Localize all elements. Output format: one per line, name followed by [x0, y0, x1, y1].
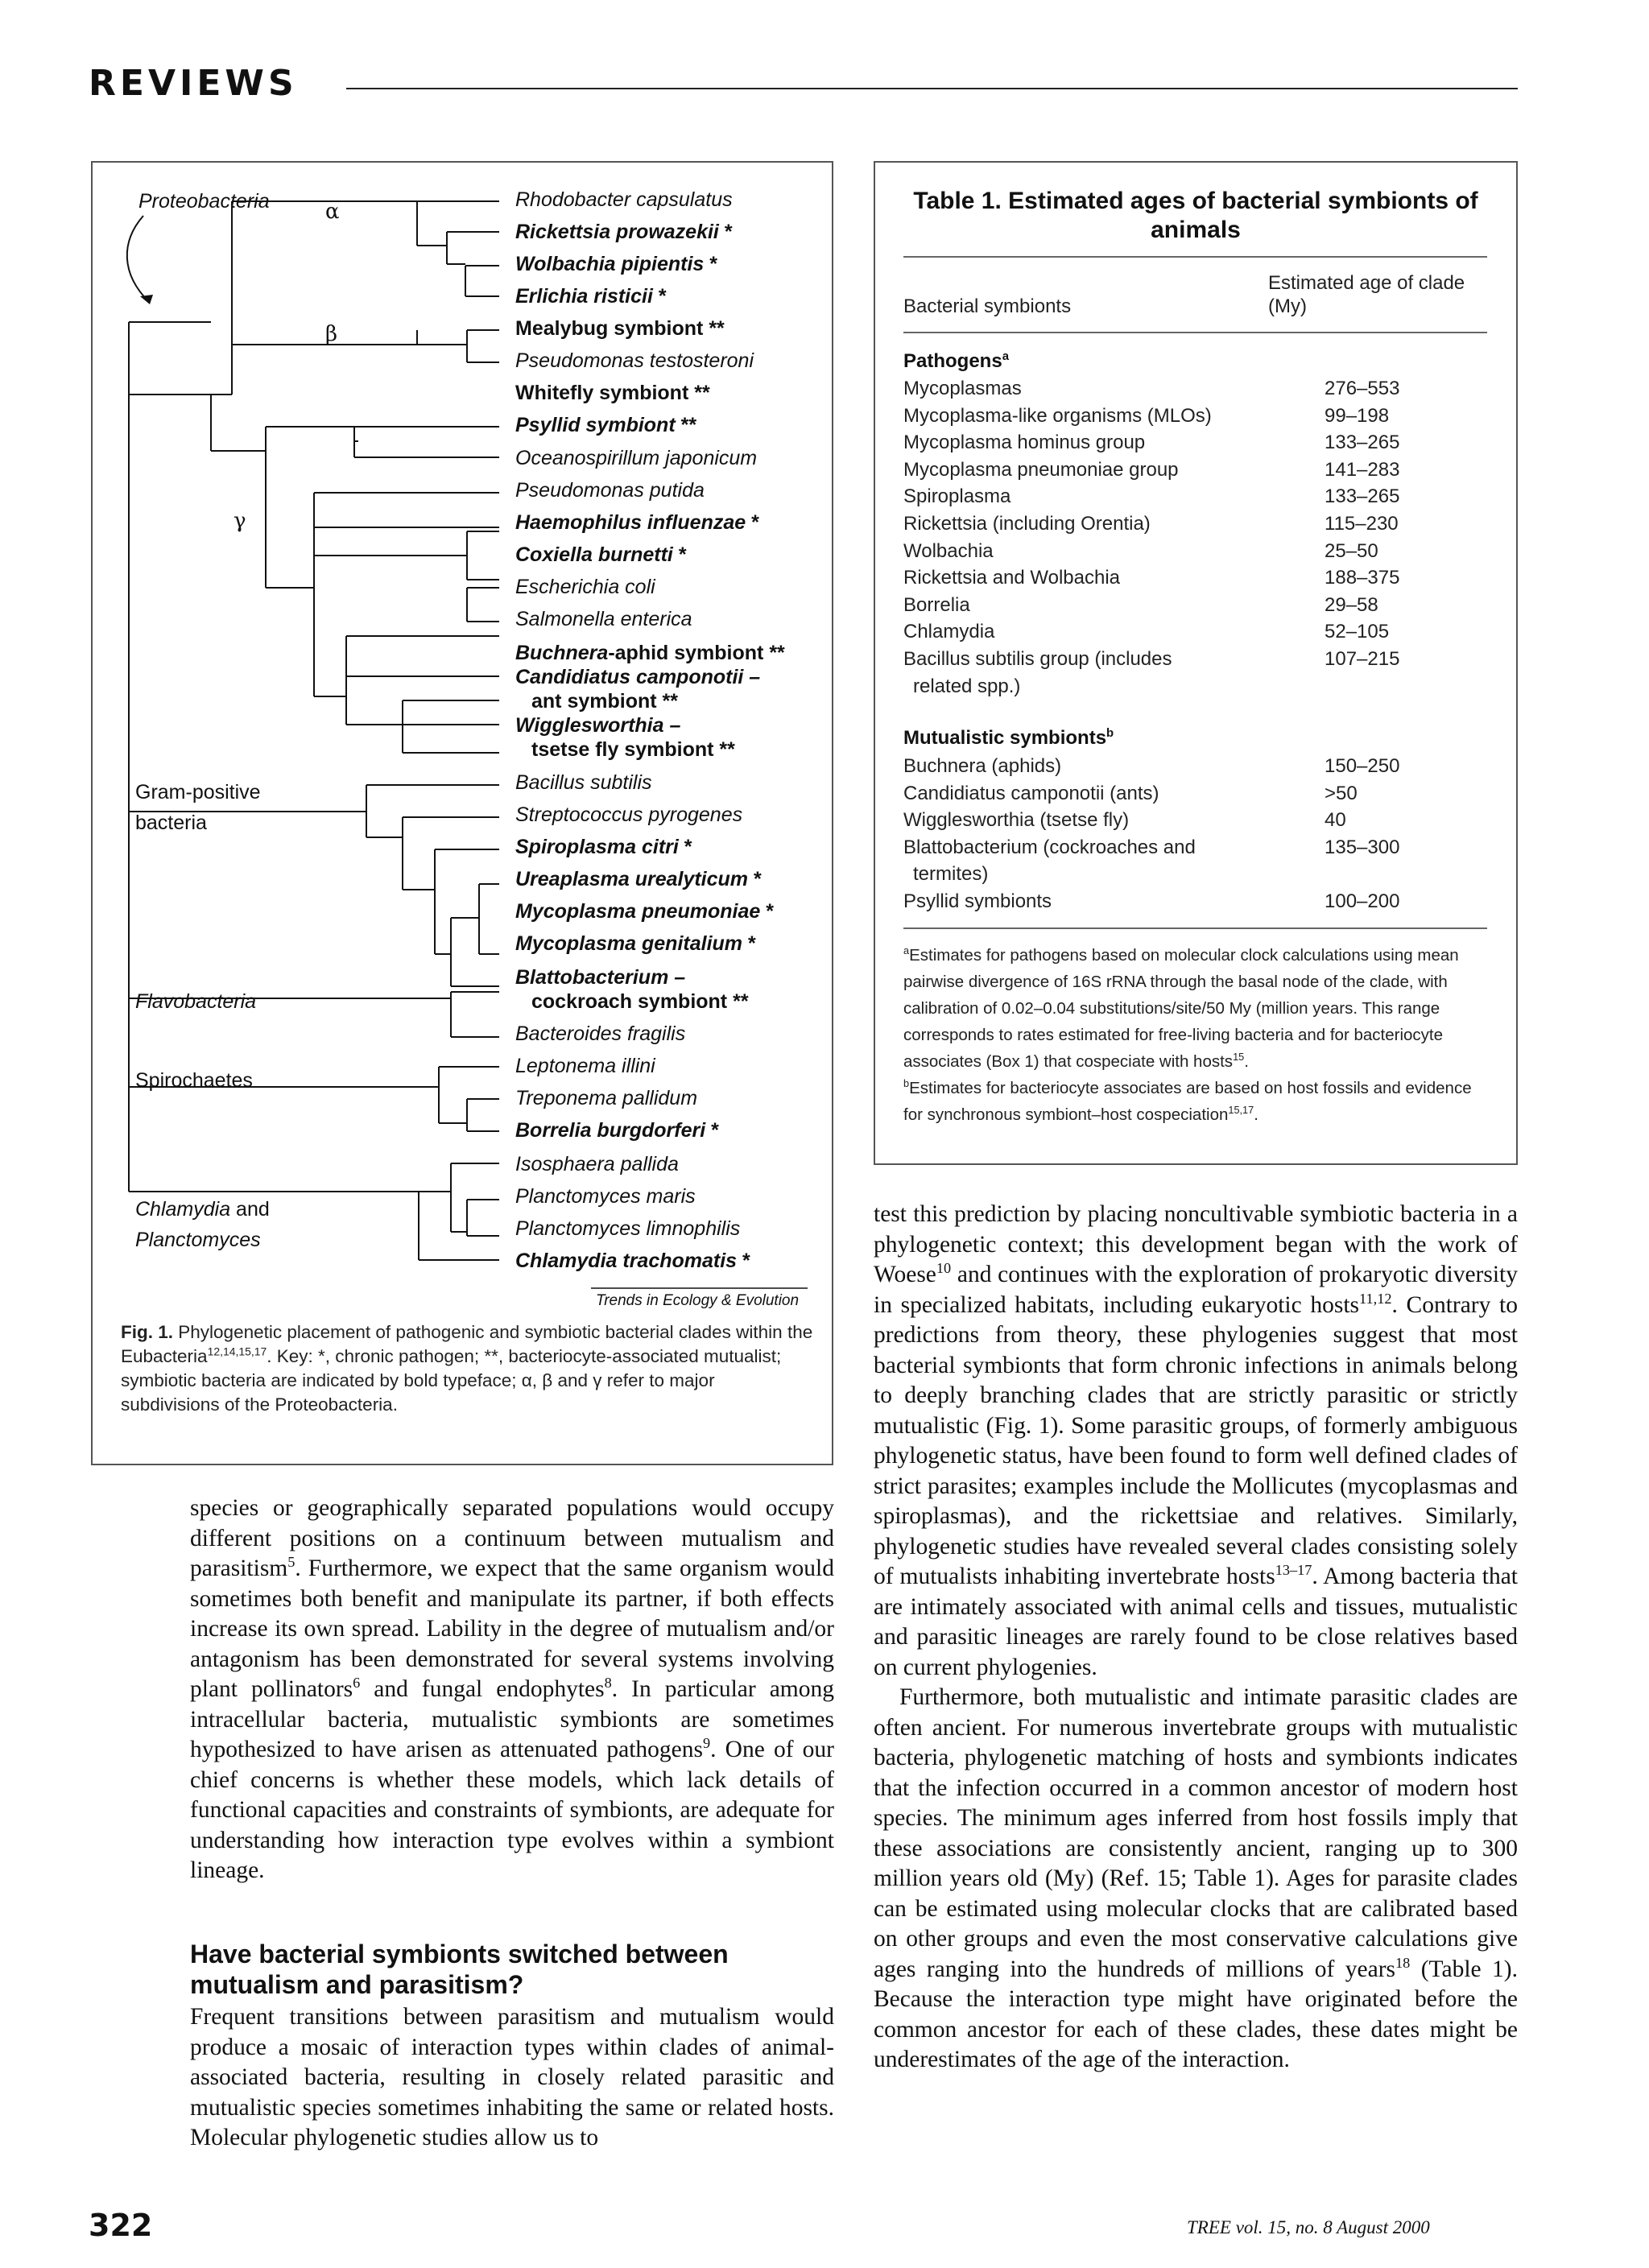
taxon-key: ** — [688, 382, 710, 404]
group-gram-positive-1: Gram-positive — [135, 781, 261, 804]
table-row-name: related spp.) — [913, 675, 1021, 697]
table-row-age: 100–200 — [1325, 890, 1400, 912]
taxon-key: * — [705, 1119, 719, 1142]
table-col1-header: Bacterial symbionts — [903, 295, 1072, 317]
taxon-name: Rhodobacter capsulatus — [515, 188, 733, 211]
note-b-text: Estimates for bacteriocyte associates are based on host fossils and evidence for synchronous symbiont–host cospeciation — [903, 1079, 1472, 1124]
pathogens-note-mark: a — [1002, 350, 1009, 363]
taxon-name: Mealybug symbiont — [515, 317, 704, 340]
taxon-name: cockroach symbiont — [531, 990, 728, 1013]
taxon-label — [515, 804, 742, 827]
group-chlamydia — [135, 1198, 270, 1221]
lc-p1c: and fungal endophytes — [360, 1676, 605, 1702]
taxon-label — [515, 1185, 696, 1208]
table-note-b: $^b$Estimates for bacteriocyte associates are based on host fossils and evidence for synchronous symbiont–host cospeciation$^{15,17}$. — [903, 1077, 1472, 1124]
taxon-label — [515, 836, 692, 859]
rc-p1b: and continues with the exploration of prokaryotic diversity in specialized habitats, including eukaryotic hosts — [874, 1262, 1518, 1318]
table-row-age: 25–50 — [1325, 539, 1378, 562]
taxon-name: Treponema pallidum — [515, 1087, 698, 1109]
gamma-label: γ — [234, 509, 246, 533]
taxon-name: ant symbiont — [531, 690, 657, 713]
taxon-label — [531, 690, 678, 713]
taxon-name: Ureaplasma urealyticum — [515, 868, 749, 890]
table-section-mutualists — [903, 727, 1114, 750]
table-col2-header-2: (My) — [1268, 295, 1307, 317]
group-proteobacteria: Proteobacteria — [138, 190, 270, 213]
table-row-name: Chlamydia — [903, 621, 995, 643]
note-b-mark: b — [903, 1077, 910, 1090]
table-row-age: 40 — [1325, 809, 1346, 832]
taxon-name: Candidiatus camponotii – — [515, 666, 761, 688]
taxon-name: Mycoplasma genitalium — [515, 932, 743, 955]
taxon-label — [515, 1217, 740, 1241]
ref-6: 6 — [353, 1675, 361, 1692]
group-gram-positive-2: bacteria — [135, 812, 207, 834]
taxon-name: Erlichia risticii — [515, 285, 653, 308]
taxon-key: ** — [675, 414, 697, 436]
taxon-label — [515, 511, 759, 535]
rc-p2b: (Table 1). Because the interaction type might have originated before the common ancestor for each of these clades, these dates might be underestimates of the age of the interaction. — [874, 1956, 1518, 2072]
table-row-name: Buchnera (aphids) — [903, 755, 1062, 777]
taxon-name: Streptococcus pyrogenes — [515, 804, 743, 826]
left-column-text-2 — [190, 2002, 834, 2154]
table-row-name: Borrelia — [903, 593, 970, 616]
taxon-name: Coxiella burnetti — [515, 543, 673, 566]
taxon-label — [515, 253, 717, 276]
caption-text-1: Phylogenetic placement of pathogenic and symbiotic bacterial clades within the Eubacteria — [121, 1322, 813, 1366]
table-row-age: 188–375 — [1325, 567, 1400, 589]
taxon-name: Planctomyces limnophilis — [515, 1217, 741, 1240]
ref-18: 18 — [1395, 1954, 1411, 1971]
taxon-name: Mycoplasma pneumoniae — [515, 900, 761, 923]
taxon-name: Blattobacterium – — [515, 966, 686, 989]
figure-caption — [121, 1320, 813, 1417]
taxon-label — [515, 1250, 750, 1273]
taxon-key: * — [742, 932, 756, 955]
taxon-key: ** — [713, 738, 735, 761]
table-rule-bottom — [903, 927, 1487, 929]
taxon-label — [531, 738, 735, 762]
table-row-age: 150–250 — [1325, 755, 1400, 777]
table-row-age: 99–198 — [1325, 404, 1390, 427]
taxon-label — [515, 771, 652, 795]
group-chlamydia-name: Chlamydia — [135, 1198, 231, 1221]
group-chlamydia-and: and — [230, 1198, 270, 1221]
table-row-age: 52–105 — [1325, 621, 1390, 643]
taxon-name: Wolbachia pipientis — [515, 253, 705, 275]
taxon-label — [515, 714, 680, 737]
lc-p1d: . In particular among intracellular bacteria, mutualistic symbionts are sometimes hypothesized to have arisen as attenuated pathogens — [190, 1676, 834, 1762]
table-row-age: 135–300 — [1325, 836, 1400, 858]
table-notes — [903, 942, 1491, 1128]
taxon-label — [515, 414, 696, 437]
taxon-label — [515, 1022, 685, 1046]
ref-10: 10 — [936, 1260, 952, 1277]
taxon-label — [515, 447, 757, 470]
page-number: 322 — [89, 2208, 153, 2243]
left-paragraph-2: Frequent transitions between parasitism and mutualism would produce a mosaic of interaction types within clades of animal-associated bacteria, resulting in closely related parasitic and mutualistic species sometimes inhabiting the same or related hosts. Molecular phylogenetic studies allow us to — [190, 2004, 834, 2150]
table-row-age: 133–265 — [1325, 432, 1400, 454]
beta-label: β — [325, 322, 338, 346]
taxon-key: * — [748, 868, 762, 890]
lc-p1b: . Furthermore, we expect that the same organism would sometimes both benefit and manipulate its partner, if both effects increase its own spread. Lability in the degree of mutualism and/or antagonism has been demonstrated for several systems involving plant pollinators — [190, 1555, 834, 1702]
note-b-ref: 15,17 — [1228, 1104, 1254, 1117]
taxon-name: Isosphaera pallida — [515, 1153, 679, 1175]
table-row-age: >50 — [1325, 782, 1358, 804]
note-a-text: Estimates for pathogens based on molecular clock calculations using mean pairwise divergence of 16S rRNA through the basal node of the clade, with calibration of 0.02–0.04 substitutions/site/50 My (million years. This range corresponds to rates estimated for free-living bacteria and for bacteriocyte associates (Box 1) that cospeciate with hosts — [903, 946, 1459, 1071]
table-section-pathogens — [903, 350, 1009, 373]
taxon-label — [515, 1055, 655, 1078]
taxon-label — [515, 285, 667, 308]
right-column-text — [874, 1200, 1518, 2076]
taxon-label — [515, 349, 754, 373]
table-row-name: Mycoplasma-like organisms (MLOs) — [903, 404, 1212, 427]
table-row-name: Candidiatus camponotii (ants) — [903, 782, 1159, 804]
taxon-label — [515, 1119, 719, 1142]
table-row-name: Mycoplasma hominus group — [903, 432, 1146, 454]
pathogens-label: Pathogens — [903, 350, 1002, 372]
table-row-name: Rickettsia (including Orentia) — [903, 513, 1151, 535]
caption-refs: 12,14,15,17 — [207, 1345, 267, 1358]
table-row-age: 141–283 — [1325, 458, 1400, 481]
table-title: Table 1. Estimated ages of bacterial symbionts of animals — [913, 188, 1478, 243]
taxon-label — [515, 479, 705, 502]
taxon-label — [515, 317, 725, 341]
tree-branches — [127, 201, 499, 1260]
taxon-label — [515, 608, 692, 631]
taxon-key: -aphid symbiont ** — [608, 642, 785, 664]
taxon-name: Bacteroides fragilis — [515, 1022, 686, 1045]
taxon-key: ** — [703, 317, 725, 340]
taxon-label — [515, 666, 760, 689]
right-paragraph-2 — [874, 1683, 1518, 2076]
taxon-key: * — [652, 285, 667, 308]
taxon-label — [515, 900, 774, 923]
taxon-name: Bacillus subtilis — [515, 771, 652, 794]
note-a-mark: a — [903, 944, 910, 957]
ref-8: 8 — [604, 1675, 612, 1692]
taxon-name: Borrelia burgdorferi — [515, 1119, 706, 1142]
taxon-label — [515, 966, 685, 989]
table-row-name: Wigglesworthia (tsetse fly) — [903, 809, 1130, 832]
ref-13-17: 13–17 — [1275, 1562, 1312, 1579]
table-row-name: Wolbachia — [903, 539, 994, 562]
taxon-key: * — [672, 543, 687, 566]
table-row-name: Bacillus subtilis group (includes — [903, 648, 1172, 670]
taxon-name: Pseudomonas putida — [515, 479, 705, 502]
alpha-label: α — [325, 200, 340, 224]
taxon-label — [515, 188, 733, 212]
taxon-key: ** — [656, 690, 678, 713]
taxon-label — [515, 543, 687, 567]
journal-citation: TREE vol. 15, no. 8 August 2000 — [1187, 2217, 1430, 2237]
taxon-key: * — [678, 836, 692, 858]
ref-11-12: 11,12 — [1359, 1290, 1392, 1307]
taxon-name: Haemophilus influenzae — [515, 511, 746, 534]
taxon-label — [515, 576, 655, 599]
table-row-name: Rickettsia and Wolbachia — [903, 567, 1121, 589]
table-row-age: 133–265 — [1325, 485, 1400, 508]
table-row-age: 29–58 — [1325, 593, 1378, 616]
taxon-name: Rickettsia prowazekii — [515, 221, 719, 243]
rc-p2a: Furthermore, both mutualistic and intimate parasitic clades are often ancient. For numerous invertebrate groups with mutualistic bacteria, phylogenetic matching of hosts and symbionts indicates that the infection occurred in a common ancestor of modern host species. The minimum ages inferred from host fossils imply that these associations are consistently ancient, ranging up to 300 million years old (My) (Ref. 15; Table 1). Ages for parasite clades can be estimated using molecular clocks that are calibrated based on other groups and even the most conservative calculations give ages ranging into the hundreds of millions of years — [874, 1684, 1518, 1982]
caption-label: Fig. 1. — [121, 1322, 174, 1342]
table-rule-header — [903, 332, 1487, 333]
table-row-name: termites) — [913, 863, 989, 886]
taxon-name: tsetse fly symbiont — [531, 738, 714, 761]
taxon-key: ** — [727, 990, 749, 1013]
section-header: REVIEWS — [89, 63, 298, 104]
taxon-name: Oceanospirillum japonicum — [515, 447, 758, 469]
taxon-label — [515, 932, 756, 956]
taxon-name: Psyllid symbiont — [515, 414, 676, 436]
taxon-name: Wigglesworthia – — [515, 714, 681, 737]
taxon-key: * — [718, 221, 733, 243]
left-paragraph-1 — [190, 1493, 834, 1886]
note-a-ref: 15 — [1233, 1051, 1245, 1064]
taxon-name: Chlamydia trachomatis — [515, 1250, 738, 1272]
taxon-name: Leptonema illini — [515, 1055, 655, 1077]
taxon-key: * — [704, 253, 717, 275]
table-row-name: Psyllid symbionts — [903, 890, 1052, 912]
mutualists-note-mark: b — [1106, 727, 1114, 740]
table-row-name: Mycoplasmas — [903, 378, 1022, 399]
mutualists-label: Mutualistic symbionts — [903, 727, 1107, 749]
taxon-label — [515, 868, 762, 891]
table-row-age: 107–215 — [1325, 648, 1400, 670]
taxon-key: * — [746, 511, 759, 534]
taxon-label — [515, 642, 785, 665]
taxon-key: * — [737, 1250, 750, 1272]
rc-p1a: test this prediction by placing noncultivable symbiotic bacteria in a phylogenetic context; this development began with the work of Woese — [874, 1201, 1518, 1287]
taxon-label — [515, 1087, 697, 1110]
lc-p1a: species or geographically separated populations would occupy different positions on a continuum between mutualism and parasitism — [190, 1495, 834, 1581]
rc-p1c: . Contrary to predictions from theory, these phylogenies suggest that most bacterial symbionts that form chronic infections in animals belong to deeply branching clades that are strictly parasitic or strictly mutualistic (Fig. 1). Some parasitic groups, of formerly ambiguous phylogenetic status, have been found to form well defined clades of strict parasites; examples include the Mollicutes (mycoplasmas and spiroplasmas), and the rickettsiae and relatives. Similarly, phylogenetic studies have revealed several clades consisting solely of mutualists inhabiting invertebrate hosts — [874, 1291, 1518, 1589]
group-flavobacteria: Flavobacteria — [135, 990, 257, 1013]
table-note-a: $^a$Estimates for pathogens based on molecular clock calculations using mean pairwise divergence of 16S rRNA through the basal node of the clade, with calibration of 0.02–0.04 substitutions/site/50 My (million years. This range corresponds to rates estimated for free-living bacteria and for bacteriocyte associates (Box 1) that cospeciate with hosts$^{15}$. — [903, 944, 1459, 1071]
taxon-name: Spiroplasma citri — [515, 836, 679, 858]
table-row-name: Mycoplasma pneumoniae group — [903, 458, 1179, 481]
caption-text-2: . Key: *, chronic pathogen; **, bacteriocyte-associated mutualist; symbiotic bacteria are indicated by bold typeface; α, β and γ refer to major subdivisions of the Proteobacteria. — [121, 1346, 782, 1415]
taxon-name: Escherichia coli — [515, 576, 655, 598]
taxon-key: * — [760, 900, 774, 923]
taxon-name: Pseudomonas testosteroni — [515, 349, 754, 372]
taxon-label — [531, 990, 749, 1014]
left-column-text — [190, 1493, 834, 1886]
ref-5: 5 — [287, 1554, 295, 1571]
table-row-age: 276–553 — [1325, 378, 1400, 399]
table-row-age: 115–230 — [1325, 513, 1399, 535]
group-planctomyces: Planctomyces — [135, 1229, 261, 1251]
rc-p1d: . Among bacteria that are intimately associated with animal cells and tissues, mutualistic and parasitic lineages are rarely found to be close relatives based on current phylogenies. — [874, 1564, 1518, 1680]
ref-9: 9 — [703, 1735, 711, 1752]
table-rule-top — [903, 256, 1487, 258]
group-spirochaetes: Spirochaetes — [135, 1069, 253, 1092]
taxon-label — [515, 221, 733, 244]
section-heading: Have bacterial symbionts switched between mutualism and parasitism? — [190, 1940, 729, 1999]
taxon-name: Salmonella enterica — [515, 608, 692, 630]
table-col2-header-1: Estimated age of clade — [1268, 272, 1465, 294]
taxon-name: Buchnera — [515, 642, 609, 664]
taxon-label — [515, 382, 710, 405]
taxon-name: Whitefly symbiont — [515, 382, 689, 404]
lc-p1e: . One of our chief concerns is whether these models, which lack details of functional capacities and constraints of symbionts, are adequate for understanding how interaction type evolves within a symbiont lineage. — [190, 1737, 834, 1883]
table-row-name: Spiroplasma — [903, 485, 1011, 508]
table-row-name: Blattobacterium (cockroaches and — [903, 836, 1196, 858]
figure-credit: Trends in Ecology & Evolution — [596, 1292, 800, 1309]
taxon-name: Planctomyces maris — [515, 1185, 696, 1208]
taxon-label — [515, 1153, 679, 1176]
right-paragraph-1 — [874, 1200, 1518, 1683]
